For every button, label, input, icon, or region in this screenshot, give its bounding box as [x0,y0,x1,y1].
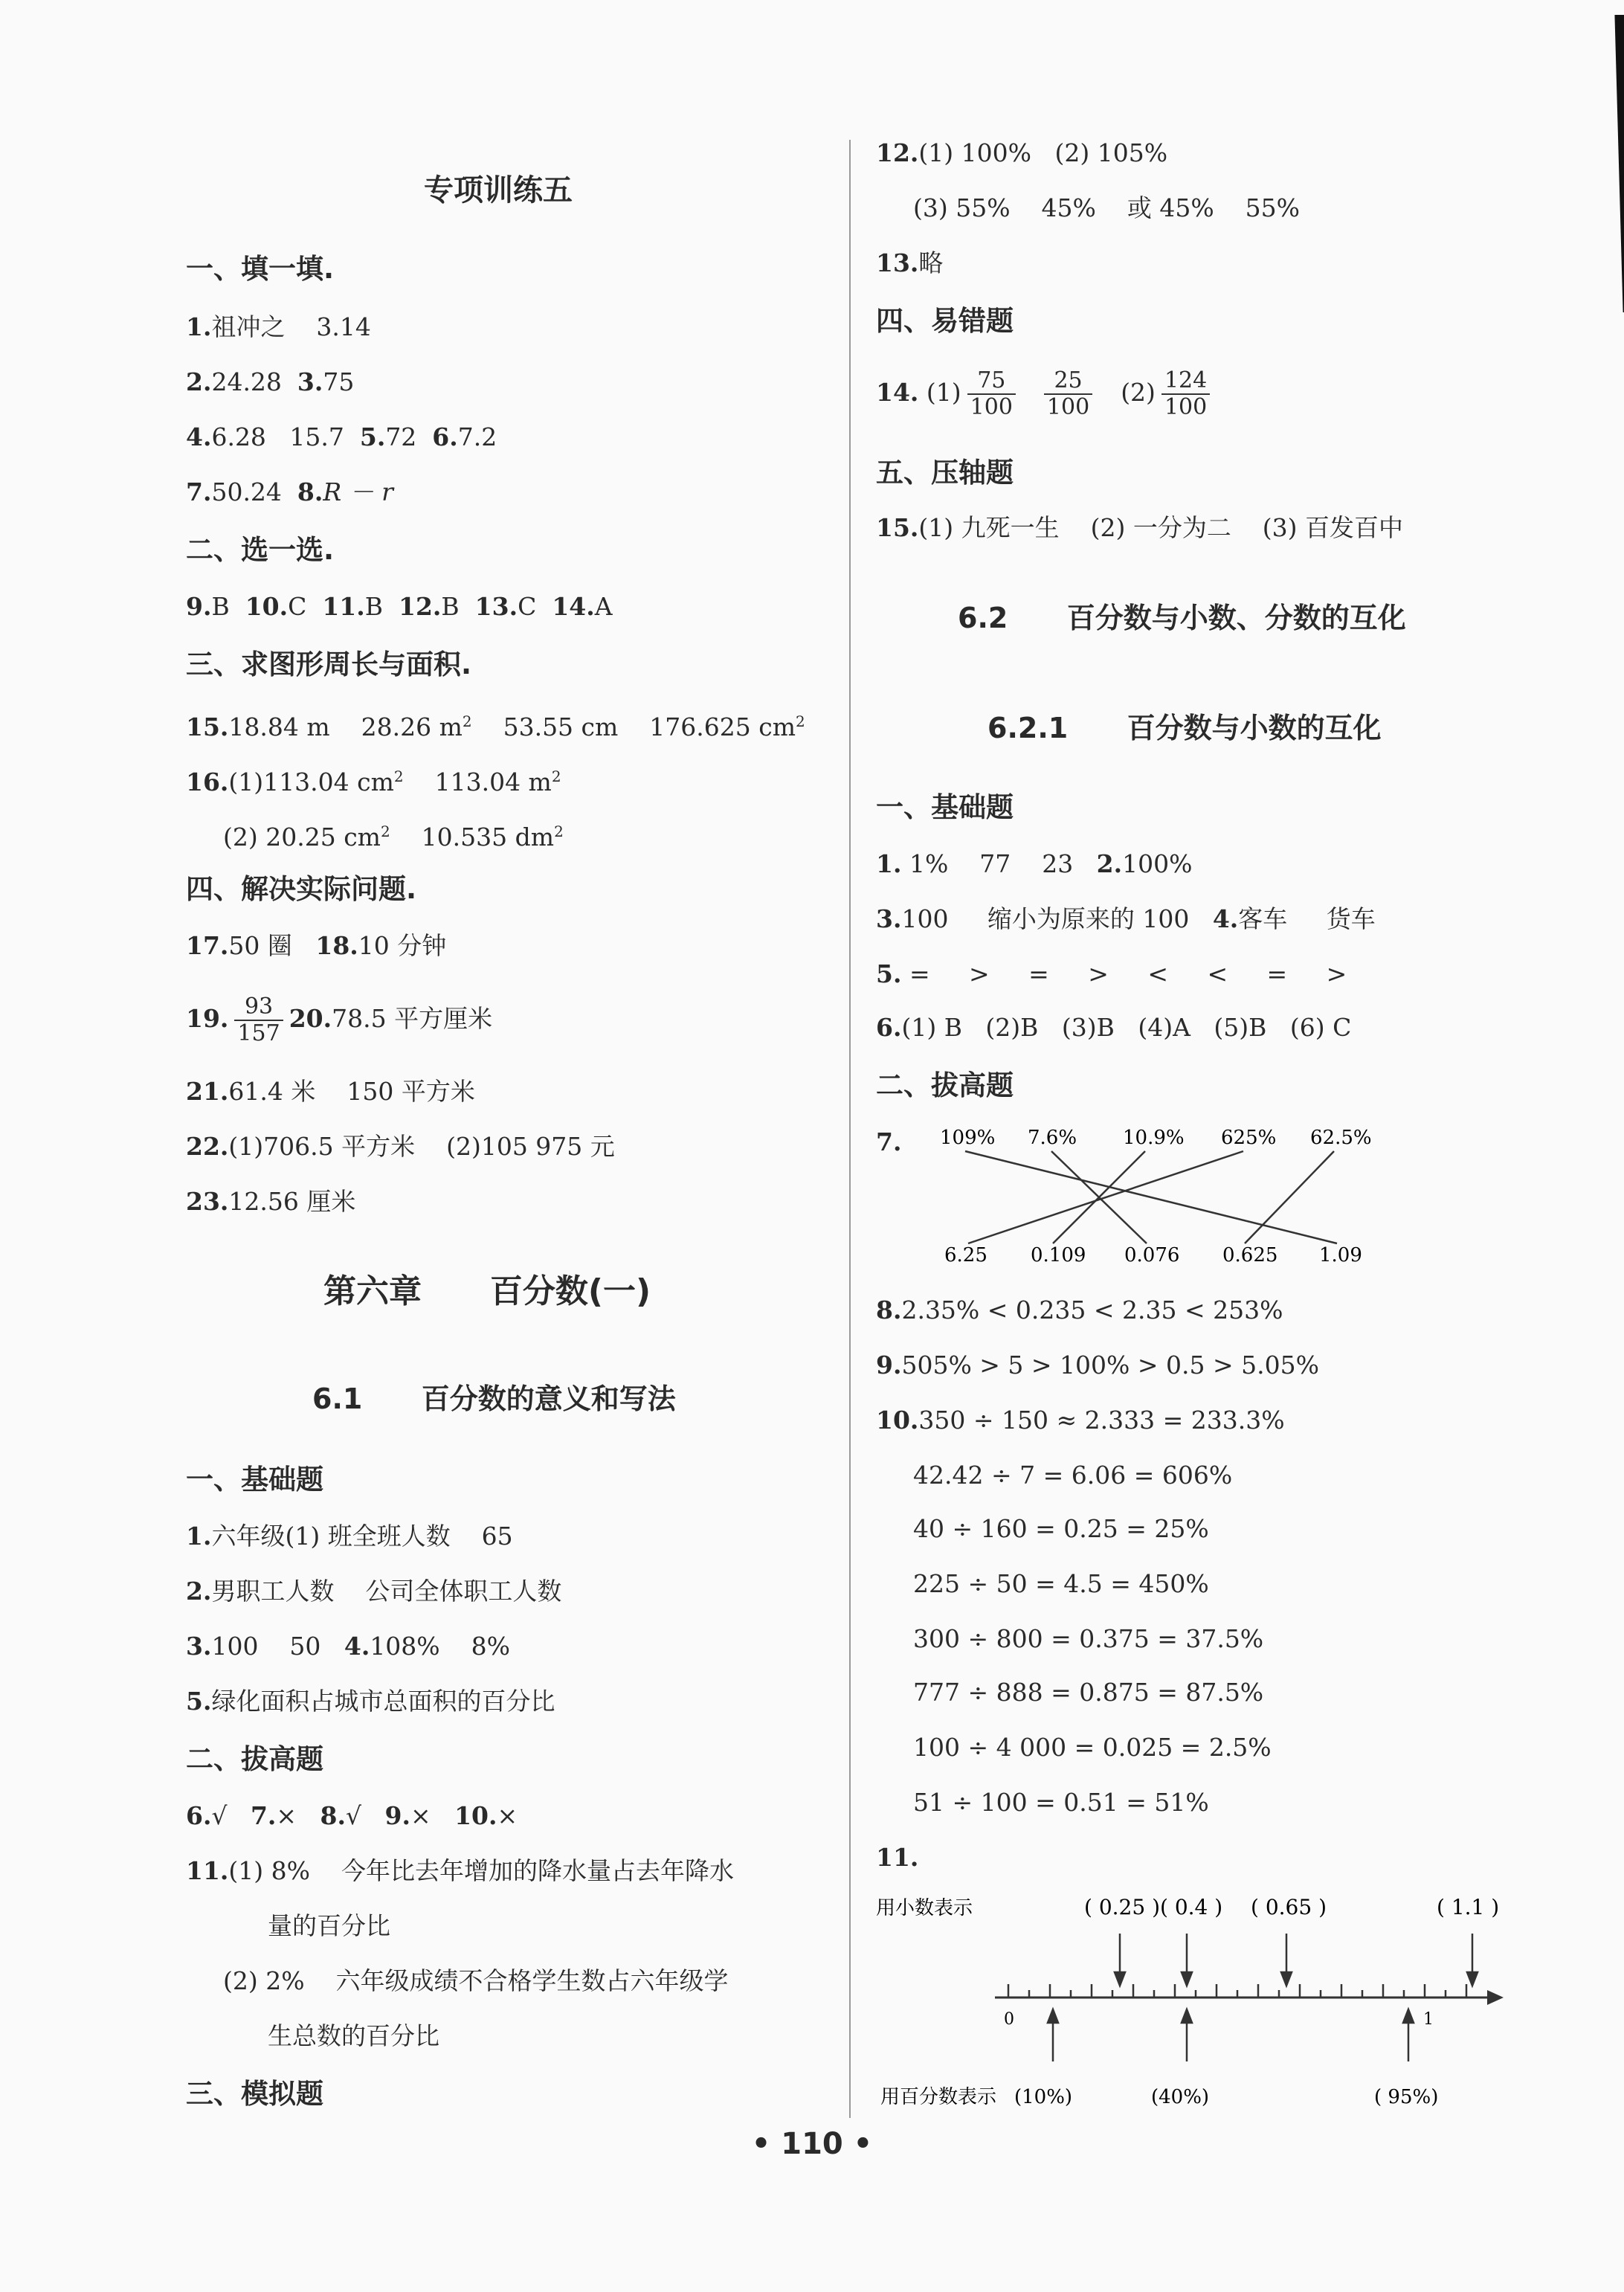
answer-line: 22.(1)706.5 平方米 (2)105 975 元 [186,1132,615,1161]
answer-line: 51 ÷ 100 = 0.51 = 51% [913,1788,1209,1817]
number-line-ticks [1008,1984,1466,1998]
answer-line: 2.24.28 3.75 [186,367,355,396]
one-label: 1 [1423,2010,1434,2029]
answer-line: 9.B 10.C 11.B 12.B 13.C 14.A [186,592,613,621]
answer-line: 1.六年级(1) 班全班人数 65 [186,1522,513,1551]
heading-error-prone: 四、易错题 [876,305,1014,337]
answer-line: 19. $\frac{93}{157}$ 20.78.5 平方厘米 [186,994,493,1046]
answer-line: 2.男职工人数 公司全体职工人数 [186,1577,562,1606]
match-top-4: 62.5% [1310,1127,1372,1149]
heading-fill: 一、填一填. [186,253,335,285]
answer-line: 23.12.56 厘米 [186,1187,356,1216]
down-arrowhead [1467,1972,1478,1986]
decimal-label: 用小数表示 [876,1897,973,1919]
answer-line: 100 ÷ 4 000 = 0.025 = 2.5% [913,1733,1272,1762]
section-title: 专项训练五 [424,173,573,207]
answer-line: 4.6.28 15.7 5.72 6.7.2 [186,422,497,451]
decimal-value: ( 0.65 ) [1251,1895,1327,1919]
answer-line: 15.(1) 九死一生 (2) 一分为二 (3) 百发百中 [876,513,1404,542]
answer-line: 777 ÷ 888 = 0.875 = 87.5% [913,1678,1264,1707]
column-divider [849,140,851,2118]
match-top-2: 10.9% [1123,1127,1185,1149]
arrowhead [1487,1990,1504,2005]
percent-value: (10%) [1014,2086,1073,2108]
fraction: $\frac{25}{100}$ [1044,368,1092,420]
match-line [965,1151,1337,1243]
answer-line: 6.(1) B (2)B (3)B (4)A (5)B (6) C [876,1013,1352,1042]
answer-line: (2) 20.25 $cm^2$ 10.535 $dm^2$ [223,823,564,852]
match-bottom-4: 1.09 [1319,1244,1362,1266]
answer-line: 300 ÷ 800 = 0.375 = 37.5% [913,1624,1264,1653]
answer-line: 1. 1% 77 23 2.100% [876,849,1193,878]
answer-line: 11.(1) 8% 今年比去年增加的降水量占去年降水 [186,1856,734,1885]
heading-basic: 一、基础题 [876,791,1014,823]
match-bottom-3: 0.625 [1222,1244,1278,1266]
number-line-diagram [876,1886,1515,2124]
chapter-title: 第六章 百分数(一) [323,1272,651,1310]
percent-value: (40%) [1151,2086,1210,2108]
heading-final: 五、压轴题 [876,457,1014,489]
answer-line: 量的百分比 [268,1911,390,1940]
match-bottom-0: 6.25 [944,1244,987,1266]
match-line [968,1151,1243,1243]
up-arrowhead [1403,2009,1414,2023]
answer-line: 3.100 50 4.108% 8% [186,1632,510,1661]
answer-line: 3.100 缩小为原来的 100 4.客车 货车 [876,904,1376,933]
match-line [1245,1151,1334,1243]
match-top-0: 109% [940,1127,996,1149]
answer-line: 225 ÷ 50 = 4.5 = 450% [913,1569,1209,1598]
answer-line: 17.50 圈 18.10 分钟 [186,931,447,960]
heading-advanced: 二、拔高题 [876,1069,1014,1101]
answer-line: 5. = > = > < < = > [876,959,1347,988]
heading-advanced: 二、拔高题 [186,1743,323,1775]
match-bottom-1: 0.109 [1031,1244,1086,1266]
decimal-value: ( 1.1 ) [1437,1895,1500,1919]
down-arrowhead [1182,1972,1192,1986]
percent-label: 用百分数表示 [880,2086,997,2108]
answer-line: 14. (1) $\frac{75}{100}$ $\frac{25}{100}$ (2) $\frac{124}{100}$ [876,363,1216,422]
answer-line: (2) 2% 六年级成绩不合格学生数占六年级学 [223,1966,729,1995]
answer-line: 11. [876,1843,919,1872]
decimal-value: ( 0.25 ) [1084,1895,1160,1919]
answer-line: 生总数的百分比 [268,2021,439,2050]
answer-line: 15.18.84 m 28.26 $m^2$ 53.55 cm 176.625 $cm^2$ [186,712,805,741]
match-top-1: 7.6% [1028,1127,1077,1149]
decimal-value: ( 0.4 ) [1160,1895,1223,1919]
heading-area: 三、求图形周长与面积. [186,648,472,680]
answer-line: 40 ÷ 160 = 0.25 = 25% [913,1514,1209,1543]
answer-line: 7. [876,1127,902,1156]
answer-line: 16.(1)113.04 $cm^2$ 113.04 $m^2$ [186,767,561,796]
down-arrowhead [1281,1972,1292,1986]
answer-line: 5.绿化面积占城市总面积的百分比 [186,1687,555,1716]
match-bottom-2: 0.076 [1124,1244,1180,1266]
section-6-2-1-title: 6.2.1 百分数与小数的互化 [987,712,1382,744]
heading-mock: 三、模拟题 [186,2078,323,2110]
section-6-2-title: 6.2 百分数与小数、分数的互化 [958,602,1406,634]
up-arrowhead [1182,2009,1192,2023]
fraction: $\frac{93}{157}$ [234,994,283,1046]
down-arrowhead [1115,1972,1125,1986]
match-top-3: 625% [1221,1127,1277,1149]
fraction: $\frac{124}{100}$ [1161,368,1210,420]
answer-line: 7.50.24 8.R － r [186,477,393,506]
answer-line: 10.350 ÷ 150 ≈ 2.333 = 233.3% [876,1406,1285,1435]
zero-label: 0 [1004,2010,1014,2029]
matching-diagram [876,1116,1515,1279]
answer-line: 9.505% > 5 > 100% > 0.5 > 5.05% [876,1351,1319,1380]
answer-line: 8.2.35% < 0.235 < 2.35 < 253% [876,1295,1283,1324]
answer-line: 42.42 ÷ 7 = 6.06 = 606% [913,1461,1233,1490]
answer-line: 12.(1) 100% (2) 105% [876,138,1168,167]
section-6-1-title: 6.1 百分数的意义和写法 [312,1382,676,1415]
heading-choose: 二、选一选. [186,534,335,566]
heading-basic: 一、基础题 [186,1464,323,1496]
percent-value: ( 95%) [1374,2086,1439,2108]
answer-line: 1.祖冲之 3.14 [186,312,371,341]
answer-line: 13.略 [876,248,944,277]
heading-problems: 四、解决实际问题. [186,873,417,905]
answer-line: 6.√ 7.× 8.√ 9.× 10.× [186,1801,518,1830]
answer-line: (3) 55% 45% 或 45% 55% [913,193,1300,222]
answer-line: 21.61.4 米 150 平方米 [186,1077,475,1106]
up-arrowhead [1048,2009,1058,2023]
fraction: $\frac{75}{100}$ [967,368,1016,420]
page-edge-shadow [1603,15,1624,312]
page-number: • 110 • [751,2127,873,2161]
